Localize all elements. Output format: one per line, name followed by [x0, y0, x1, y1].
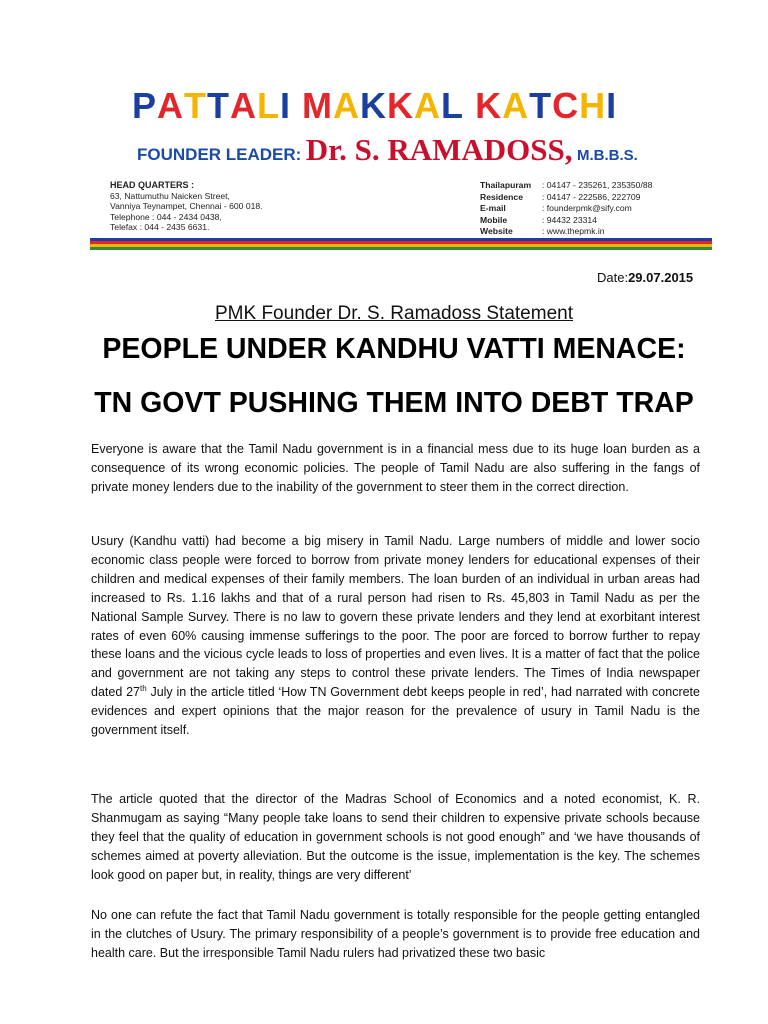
- paragraph-2-superscript: th: [139, 684, 147, 694]
- stripe: [90, 247, 712, 250]
- contact-label: Website: [480, 226, 513, 237]
- letterhead-color-stripes: [90, 238, 712, 250]
- party-name-letter: A: [502, 85, 530, 126]
- headline-line-1: PEOPLE UNDER KANDHU VATTI MENACE:: [102, 333, 686, 365]
- founder-line: [137, 132, 638, 168]
- party-name-letter: M: [302, 85, 334, 126]
- contact-value: : founderpmk@sify.com: [542, 203, 632, 214]
- date-label: Date:: [597, 270, 629, 285]
- party-name-logo: [132, 86, 662, 126]
- party-name-letter: L: [257, 85, 281, 126]
- hq-line: Telefax : 044 - 2435 6631.: [110, 222, 210, 232]
- hq-heading: HEAD QUARTERS :: [110, 180, 195, 190]
- contact-label: Mobile: [480, 214, 508, 225]
- party-name-letter: C: [552, 85, 580, 126]
- contact-label: E-mail: [480, 203, 506, 214]
- party-name-letter: T: [184, 85, 208, 126]
- party-name-letter: K: [387, 85, 415, 126]
- hq-line: Telephone : 044 - 2434 0438,: [110, 211, 222, 222]
- headline-line-2: TN GOVT PUSHING THEM INTO DEBT TRAP: [94, 387, 694, 419]
- contact-label: Thailapuram: [480, 180, 532, 190]
- party-name-letter: [464, 86, 475, 126]
- party-name-letter: I: [606, 85, 618, 126]
- paragraph-2-part-b: July in the article titled ‘How TN Government debt keeps people in red’, had narrated with concrete evidences and expert opinions that the major reason for the prevalence of usury in Tamil Nadu is the government itself.: [91, 685, 700, 738]
- contact-row: [480, 226, 652, 238]
- contact-value: : 04147 - 222586, 222709: [542, 191, 641, 202]
- party-name-letter: K: [475, 85, 503, 126]
- party-name-letter: L: [441, 85, 465, 126]
- party-name-letter: H: [579, 85, 607, 126]
- hq-line: 63, Nattumuthu Naicken Street,: [110, 190, 230, 201]
- founder-name: Dr. S. RAMADOSS,: [305, 132, 573, 167]
- contact-row: [480, 180, 652, 192]
- paragraph-2: [91, 532, 700, 740]
- party-name-letter: A: [414, 85, 442, 126]
- party-name-letter: A: [333, 85, 361, 126]
- party-name-letter: A: [157, 85, 185, 126]
- contact-value: : 94432 23314: [542, 214, 597, 225]
- party-name-letter: T: [529, 85, 553, 126]
- party-name-letter: K: [360, 85, 388, 126]
- contact-details: [480, 180, 652, 238]
- contact-label: Residence: [480, 191, 523, 202]
- paragraph-1: Everyone is aware that the Tamil Nadu government is in a financial mess due to its huge loan burden as a consequence of its wrong economic policies. The people of Tamil Nadu are also suffering in the fangs of private money lenders due to the inability of the government to steer them in the correct direction.: [91, 442, 700, 494]
- founder-degree: M.B.B.S.: [576, 147, 638, 164]
- paragraph-4: No one can refute the fact that Tamil Nadu government is totally responsible for the people getting entangled in the clutches of Usury. The primary responsibility of a people’s government is to provide free education and health care. But the irresponsible Tamil Nadu rulers had privatized these two basic: [91, 908, 700, 960]
- date-line: [597, 270, 693, 285]
- party-name-letter: P: [132, 85, 158, 126]
- hq-line: Vanniya Teynampet, Chennai - 600 018.: [110, 201, 263, 211]
- founder-label: FOUNDER LEADER:: [137, 145, 302, 164]
- paragraph-3: The article quoted that the director of the Madras School of Economics and a noted economist, K. R. Shanmugam as saying “Many people take loans to send their children to expensive private schools because they feel that the quality of education in government schools is not good enough” and ‘we have thousands of schemes aimed at poverty alleviation. But the outcome is the issue, implementation is the key. The schemes look good on paper but, in reality, things are very different’: [91, 792, 700, 882]
- contact-row: [480, 192, 652, 204]
- contact-value: : 04147 - 235261, 235350/88: [542, 180, 653, 190]
- party-name-letter: I: [280, 85, 292, 126]
- contact-row: [480, 215, 652, 227]
- party-name-letter: A: [230, 85, 258, 126]
- contact-value: : www.thepmk.in: [542, 226, 605, 237]
- date-value: 29.07.2015: [628, 270, 694, 285]
- headquarters-address: [110, 180, 263, 233]
- contact-row: [480, 203, 652, 215]
- party-name-letter: T: [207, 85, 231, 126]
- statement-subtitle: PMK Founder Dr. S. Ramadoss Statement: [215, 303, 573, 324]
- party-name-letter: [291, 86, 302, 126]
- paragraph-2-part-a: Usury (Kandhu vatti) had become a big misery in Tamil Nadu. Large numbers of middle and lower socio economic class people were forced to borrow from private money lenders for educational expenses of their children and medical expenses of their family members. The loan burden of an individual in urban areas had increased to Rs. 1.16 lakhs and that of a rural person had risen to Rs. 45,803 in Tamil Nadu as per the National Sample Survey. There is no law to govern these private lenders and they lend at exorbitant interest rates of even 60% causing immense sufferings to the poor. The poor are forced to borrow further to repay these loans and the vicious cycle leads to loss of properties and even lives. It is a matter of fact that the police and government are not taking any steps to control these private lenders. The Times of India newspaper dated 27: [91, 534, 700, 700]
